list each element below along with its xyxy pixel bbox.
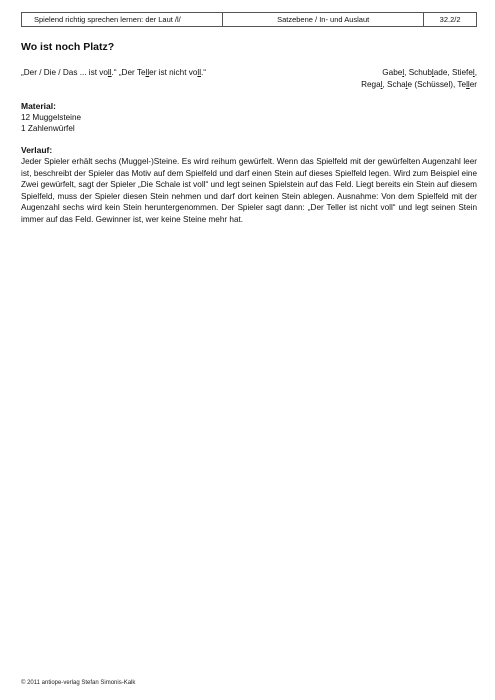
list-item: 12 Muggelsteine xyxy=(21,113,82,122)
material-list xyxy=(21,112,81,134)
example-words xyxy=(361,67,477,91)
list-item: 1 Zahlenwürfel xyxy=(21,124,75,133)
header-level: Satzebene / In- und Auslaut xyxy=(223,13,424,26)
example-words-line-1: Gabel, Schublade, Stiefel, xyxy=(382,68,477,77)
header-table xyxy=(21,12,477,27)
verlauf-text: Jeder Spieler erhält sechs (Muggel-)Steine. Es wird reihum gewürfelt. Wenn das Spielfeld mit der gewürfelten Augenzahl leer ist, beschreibt der Spieler das Motiv auf dem Spielfeld und darf einen Stein auf dieses Spielfeld legen. Wird zum Beispiel eine Zwei gewürfelt, sagt der Spieler „Die Schale ist voll“ und legt seinen Spielstein auf das Feld. Liegt bereits ein Stein auf diesem Spielfeld, muss der Spieler diesen Stein nehmen und darf dort keinen Stein ablegen. Ausnahme: Von dem Spielfeld mit der Augenzahl sechs wird kein Stein heruntergenommen. Der Spieler sagt dann: „Der Teller ist nicht voll“ und legt seinen Stein immer auf das Feld. Gewinner ist, wer keine Steine mehr hat. xyxy=(21,157,477,224)
verlauf-heading: Verlauf: xyxy=(21,145,53,155)
header-page-number: 32.2/2 xyxy=(439,15,461,24)
page-title: Wo ist noch Platz? xyxy=(21,41,115,53)
example-phrases: „Der / Die / Das ... ist voll.“ „Der Teller ist nicht voll.“ xyxy=(21,68,207,77)
header-topic: Spielend richtig sprechen lernen: der Laut /l/ xyxy=(22,13,223,26)
example-words-line-2: Regal, Schale (Schüssel), Teller xyxy=(361,80,477,89)
copyright-footer: © 2011 antiope-verlag Stefan Simonis-Kalk xyxy=(21,680,136,686)
example-sentences xyxy=(21,67,477,91)
material-heading: Material: xyxy=(21,101,56,111)
